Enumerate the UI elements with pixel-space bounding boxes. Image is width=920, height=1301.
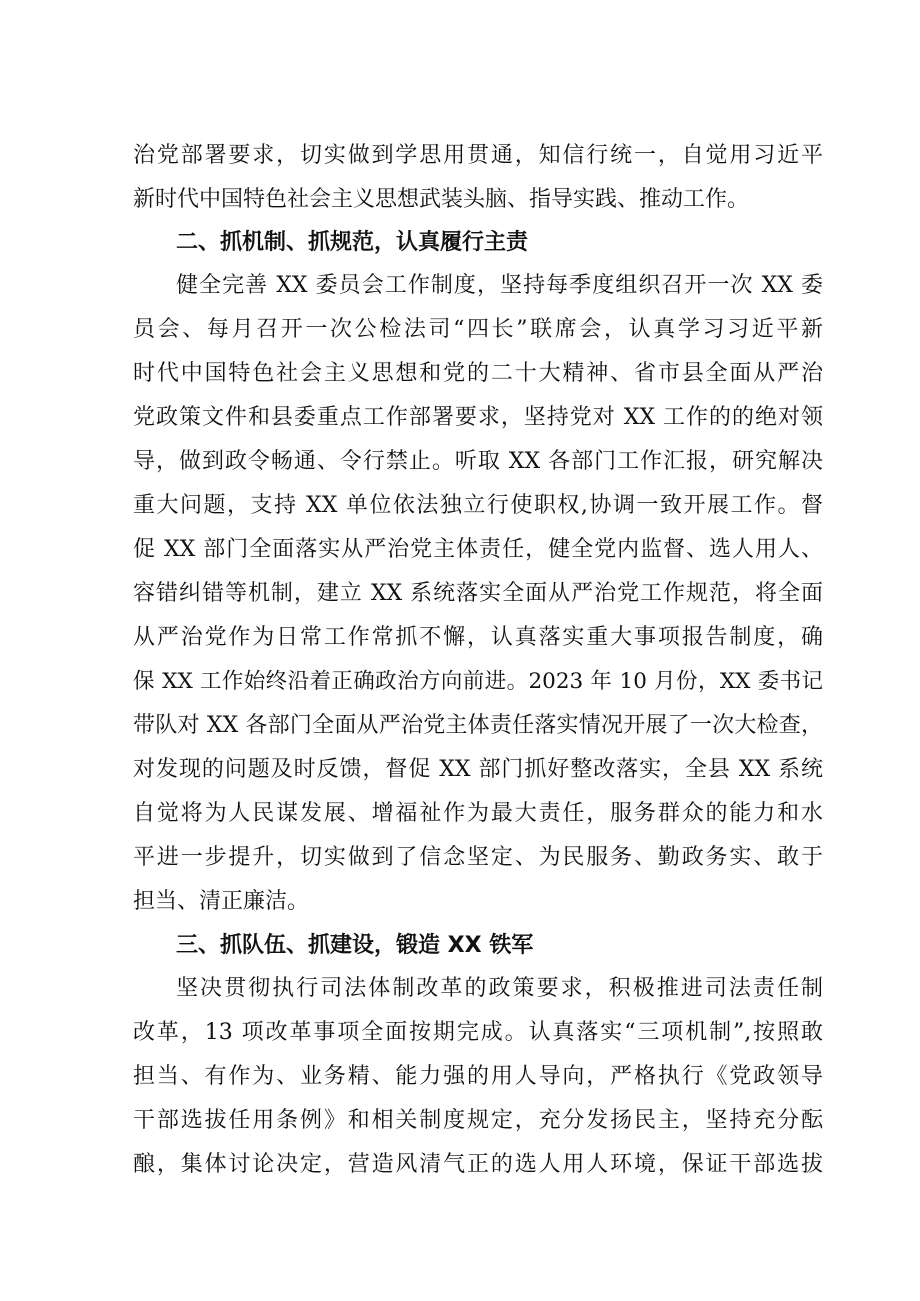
paragraph-line: 容错纠错等机制，建立 XX 系统落实全面从严治党工作规范，将全面 (133, 581, 823, 606)
paragraph-line: 带队对 XX 各部门全面从严治党主体责任落实情况开展了一次大检查， (133, 713, 823, 738)
paragraph-line: 重大问题，支持 XX 单位依法独立行使职权,协调一致开展工作。督 (133, 493, 823, 518)
paragraph-line: 担当、清正廉洁。 (133, 889, 310, 914)
paragraph-line: 导，做到政令畅通、令行禁止。听取 XX 各部门工作汇报，研究解决 (133, 449, 823, 474)
paragraph-line: 酿，集体讨论决定，营造风清气正的选人用人环境，保证干部选拔 (133, 1152, 823, 1177)
paragraph-line: 对发现的问题及时反馈，督促 XX 部门抓好整改落实，全县 XX 系统 (133, 757, 823, 782)
paragraph-line: 时代中国特色社会主义思想和党的二十大精神、省市县全面从严治 (133, 361, 823, 386)
paragraph-line: 健全完善 XX 委员会工作制度，坚持每季度组织召开一次 XX 委 (176, 273, 823, 298)
paragraph-line: 党政策文件和县委重点工作部署要求，坚持党对 XX 工作的的绝对领 (133, 405, 823, 430)
paragraph-line: 平进一步提升，切实做到了信念坚定、为民服务、勤政务实、敢于 (133, 845, 823, 870)
paragraph-line: 新时代中国特色社会主义思想武装头脑、指导实践、推动工作。 (133, 187, 750, 212)
paragraph-line: 治党部署要求，切实做到学思用贯通，知信行统一，自觉用习近平 (133, 143, 823, 168)
paragraph-line: 干部选拔任用条例》和相关制度规定，充分发扬民主，坚持充分酝 (133, 1108, 823, 1133)
paragraph-line: 促 XX 部门全面落实从严治党主体责任，健全党内监督、选人用人、 (133, 537, 823, 562)
paragraph-line: 从严治党作为日常工作常抓不懈，认真落实重大事项报告制度，确 (133, 625, 823, 650)
paragraph-line: 改革，13 项改革事项全面按期完成。认真落实“三项机制”,按照敢 (133, 1020, 823, 1045)
section-heading-3: 三、抓队伍、抓建设，锻造 XX 铁军 (176, 933, 534, 958)
paragraph-line: 保 XX 工作始终沿着正确政治方向前进。2023 年 10 月份，XX 委书记 (133, 669, 823, 694)
paragraph-line: 坚决贯彻执行司法体制改革的政策要求，积极推进司法责任制 (176, 976, 823, 1001)
section-heading-2: 二、抓机制、抓规范，认真履行主责 (176, 230, 529, 255)
paragraph-line: 担当、有作为、业务精、能力强的用人导向，严格执行《党政领导 (133, 1064, 823, 1089)
paragraph-line: 员会、每月召开一次公检法司“四长”联席会，认真学习习近平新 (133, 317, 823, 342)
paragraph-line: 自觉将为人民谋发展、增福祉作为最大责任，服务群众的能力和水 (133, 801, 823, 826)
